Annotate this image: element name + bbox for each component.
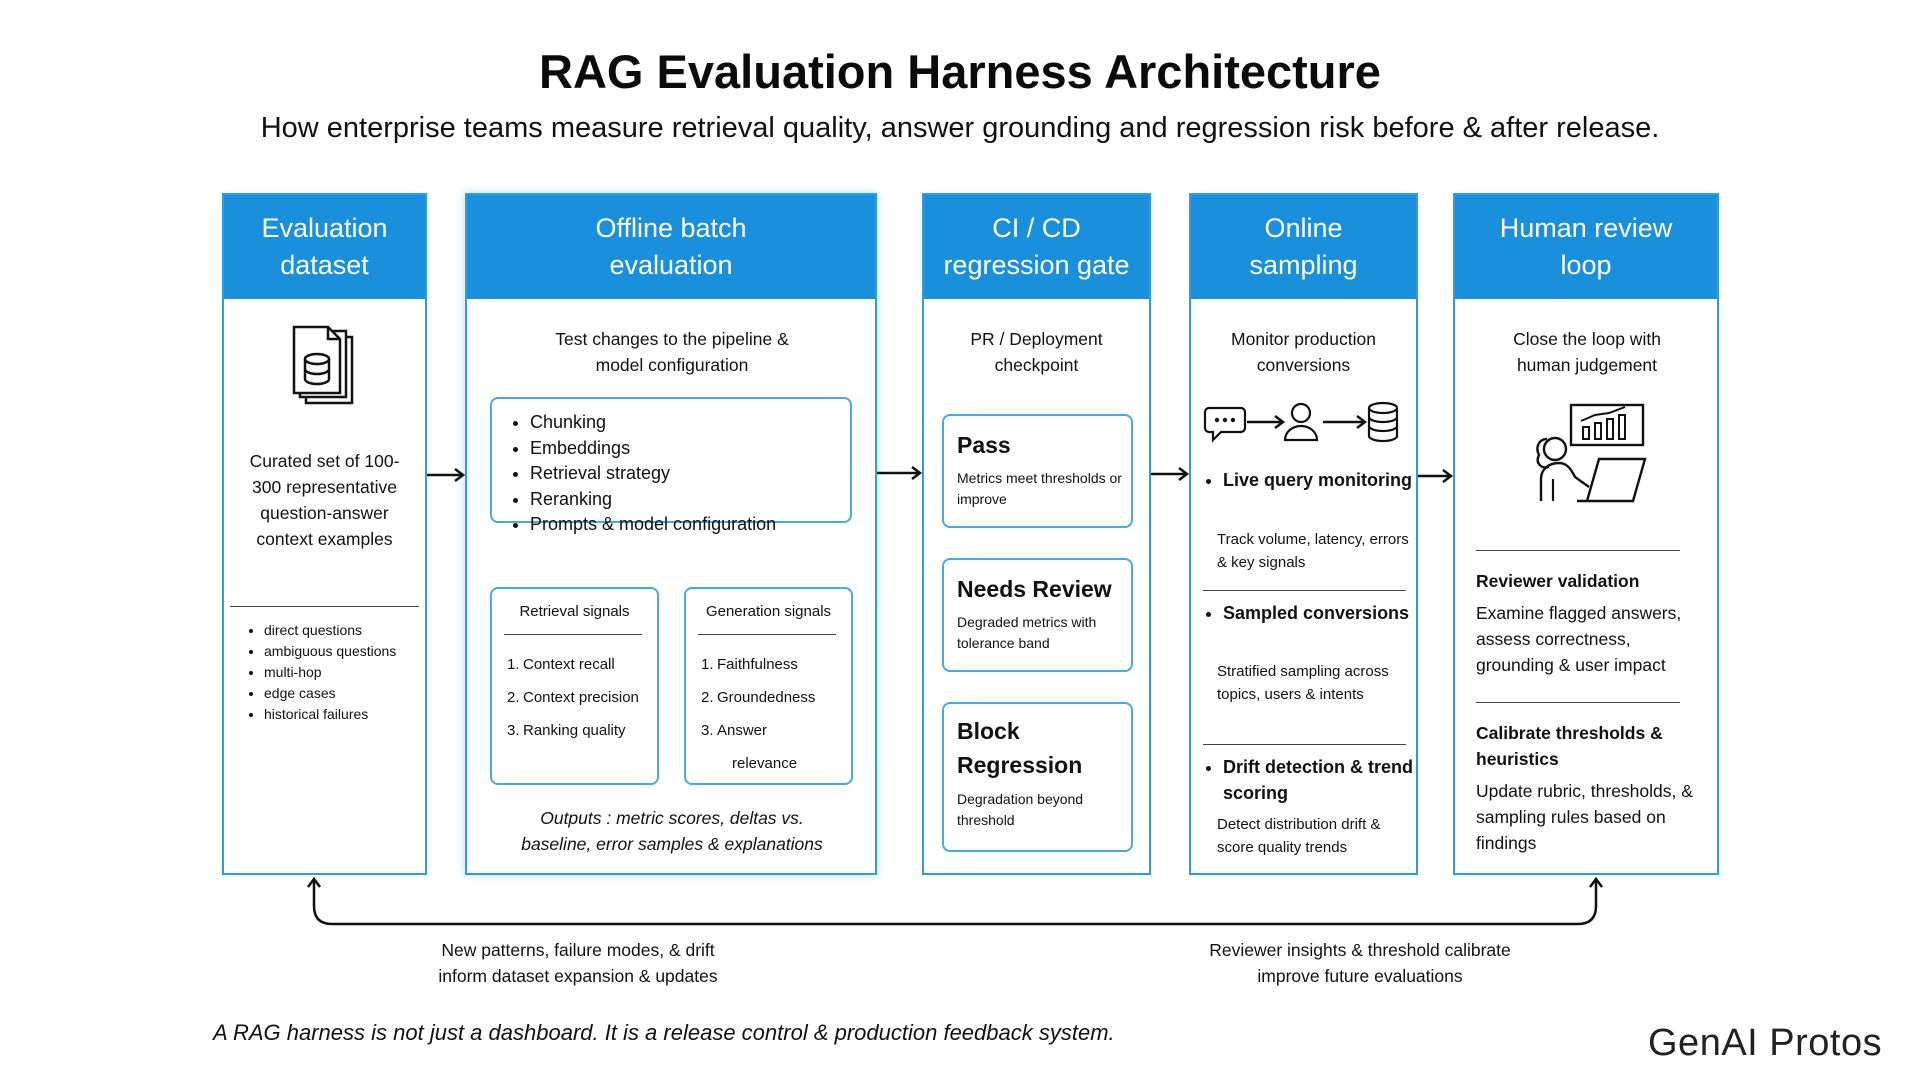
list-item: 3. Answer bbox=[701, 722, 768, 739]
footer-tagline: A RAG harness is not just a dashboard. It is a release control & production feedback system. bbox=[213, 1020, 1115, 1045]
list-item: 1. Faithfulness bbox=[701, 656, 798, 673]
section-title: Calibrate thresholds & heuristics bbox=[1476, 723, 1663, 769]
section-title: • Live query monitoring bbox=[1223, 467, 1423, 493]
list-item: • Embeddings bbox=[530, 436, 850, 462]
column-header: Human review loop bbox=[1455, 195, 1717, 299]
gate-text: Metrics meet thresholds or improve bbox=[957, 470, 1122, 507]
cicd-description: PR / Deployment checkpoint bbox=[970, 329, 1103, 375]
page-subtitle: How enterprise teams measure retrieval quality, answer grounding and regression risk before & after release. bbox=[260, 112, 1660, 144]
list-item: • Chunking bbox=[530, 410, 850, 436]
section-text: Examine flagged answers, assess correctness, grounding & user impact bbox=[1476, 603, 1682, 675]
gate-title: Pass bbox=[957, 432, 1011, 458]
feedback-loop-arrow bbox=[308, 879, 1602, 924]
offline-description: Test changes to the pipeline & model configuration bbox=[555, 329, 789, 375]
list-item: • multi-hop bbox=[264, 662, 444, 683]
retrieval-signals-title: Retrieval signals bbox=[519, 603, 630, 620]
list-item: 2. Groundedness bbox=[701, 689, 816, 706]
arrow-right-icon bbox=[427, 469, 463, 481]
arrow-right-icon bbox=[1418, 470, 1451, 482]
column-header: Offline batch evaluation bbox=[467, 195, 875, 299]
list-item: 3. Ranking quality bbox=[507, 722, 626, 739]
page-title: RAG Evaluation Harness Architecture bbox=[539, 45, 1381, 98]
section-title: • Sampled conversions bbox=[1223, 600, 1423, 626]
section-text: Track volume, latency, errors & key signals bbox=[1217, 531, 1409, 571]
list-item: • ambiguous questions bbox=[264, 641, 444, 662]
list-item: • Prompts & model configuration bbox=[530, 512, 850, 538]
arrow-right-icon bbox=[877, 467, 920, 479]
column-header: CI / CD regression gate bbox=[924, 195, 1149, 299]
column-header: Evaluation dataset bbox=[224, 195, 425, 299]
arrow-right-icon bbox=[1151, 468, 1187, 480]
list-item: • direct questions bbox=[264, 620, 444, 641]
section-title: • Drift detection & trend scoring bbox=[1223, 754, 1423, 806]
feedback-right-caption: Reviewer insights & threshold calibrate improve future evaluations bbox=[1209, 940, 1511, 986]
section-text: Detect distribution drift & score quality trends bbox=[1217, 816, 1381, 856]
list-item: 1. Context recall bbox=[507, 656, 615, 673]
gate-text: Degraded metrics with tolerance band bbox=[957, 614, 1097, 651]
list-item: • Retrieval strategy bbox=[530, 461, 850, 487]
section-title: Reviewer validation bbox=[1476, 571, 1640, 591]
column-header: Online sampling bbox=[1191, 195, 1416, 299]
feedback-left-caption: New patterns, failure modes, & drift inform dataset expansion & updates bbox=[438, 940, 718, 986]
online-description: Monitor production conversions bbox=[1231, 329, 1376, 375]
offline-outputs: Outputs : metric scores, deltas vs. baseline, error samples & explanations bbox=[521, 808, 823, 854]
list-item: 2. Context precision bbox=[507, 689, 639, 706]
human-description: Close the loop with human judgement bbox=[1513, 329, 1661, 375]
list-item: • Reranking bbox=[530, 487, 850, 513]
dataset-description: Curated set of 100-300 representative question-answer context examples bbox=[249, 451, 400, 549]
gate-title: Block Regression bbox=[957, 718, 1083, 778]
list-item-continuation: relevance bbox=[732, 755, 798, 772]
section-text: Update rubric, thresholds, & sampling rules based on findings bbox=[1476, 781, 1693, 853]
gate-title: Needs Review bbox=[957, 576, 1112, 602]
list-item: • historical failures bbox=[264, 704, 444, 725]
section-text: Stratified sampling across topics, users & intents bbox=[1217, 663, 1389, 703]
brand-logo: GenAI Protos bbox=[1648, 1022, 1883, 1064]
gate-text: Degradation beyond threshold bbox=[957, 791, 1084, 828]
list-item: • edge cases bbox=[264, 683, 444, 704]
generation-signals-title: Generation signals bbox=[705, 603, 832, 620]
